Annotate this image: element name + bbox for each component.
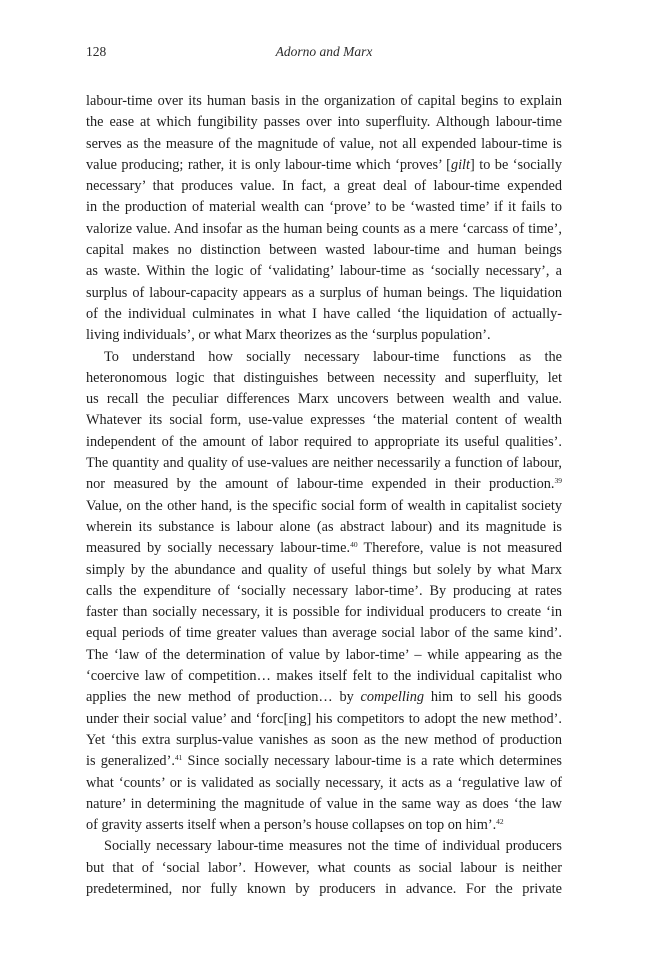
text-line: nor measured by the amount of labour-time expended in their production.$^{39}$ xyxy=(86,476,562,493)
text-line: living individuals’, or what Marx theorizes as the ‘surplus population’. xyxy=(86,327,491,344)
text-line: valorize value. And insofar as the human being counts as a mere ‘carcass of time’, xyxy=(86,220,562,237)
text-line: To understand how socially necessary labour-time functions as the xyxy=(104,348,562,365)
text-line: Yet ‘this extra surplus-value vanishes as soon as the new method of production xyxy=(86,731,562,748)
text-line: ‘coercive law of competition… makes itself felt to the individual capitalist who xyxy=(86,668,562,685)
text-line: the ease at which fungibility passes over into superfluity. Although labour-time xyxy=(86,114,562,131)
italic-term: gilt xyxy=(450,156,471,173)
text-line: under their social value’ and ‘forc[ing] his competitors to adopt the new method’. xyxy=(86,710,562,727)
body-text xyxy=(86,91,562,900)
text-line: Socially necessary labour-time measures not the time of individual producers xyxy=(104,838,562,855)
italic-term: compelling xyxy=(360,689,425,706)
text-line: us recall the peculiar differences Marx uncovers between wealth and value. xyxy=(86,391,562,408)
footnote-ref: 40 xyxy=(350,540,358,550)
text-line: nature’ in determining the magnitude of value in the same way as does ‘the law xyxy=(86,795,562,812)
text-line: of the individual culminates in what I have called ‘the liquidation of actually- xyxy=(86,305,562,322)
text-line: in the production of material wealth can ‘prove’ to be ‘wasted time’ if it fails to xyxy=(86,199,562,216)
paragraph xyxy=(86,347,562,837)
text-line: The ‘law of the determination of value by labor-time’ – while appearing as the xyxy=(86,646,562,663)
footnote-ref: 42 xyxy=(496,817,504,827)
text-line: independent of the amount of labor required to appropriate its useful qualities’. xyxy=(86,433,562,450)
text-line: faster than socially necessary, it is possible for individual producers to create ‘in xyxy=(86,604,562,621)
text-line: simply by the abundance and quality of useful things but solely by what Marx xyxy=(86,561,562,578)
paragraph xyxy=(86,836,562,900)
text-line: what ‘counts’ or is validated as socially necessary, it acts as a ‘regulative law of xyxy=(86,774,562,791)
text-line: necessary’ that produces value. In fact, a great deal of labour-time expended xyxy=(86,178,562,195)
text-line: serves as the measure of the magnitude of value, not all expended labour-time is xyxy=(86,135,562,152)
footnote-ref: 39 xyxy=(554,476,562,486)
page-header xyxy=(86,44,562,64)
text-line: labour-time over its human basis in the organization of capital begins to explain xyxy=(86,93,562,109)
text-line: value producing; rather, it is only labour-time which ‘proves’ [gilt] to be ‘socially xyxy=(86,156,562,173)
paragraph xyxy=(86,91,562,347)
text-line: predetermined, nor fully known by producers in advance. For the private xyxy=(86,880,562,897)
text-line: but that of ‘social labor’. However, what counts as social labour is neither xyxy=(86,859,562,876)
text-line: surplus of labour-capacity appears as a surplus of human beings. The liquidation xyxy=(86,284,562,301)
text-line: measured by socially necessary labour-time.$^{40}$ Therefore, value is not measured xyxy=(86,540,562,557)
text-line: Value, on the other hand, is the specific social form of wealth in capitalist society xyxy=(86,497,562,514)
footnote-ref: 41 xyxy=(174,753,183,763)
running-head: Adorno and Marx xyxy=(275,44,373,59)
text-line: capital makes no distinction between wasted labour-time and human beings xyxy=(86,242,562,259)
text-line: as waste. Within the logic of ‘validating’ labour-time as ‘socially necessary’, a xyxy=(86,263,562,280)
text-line: The quantity and quality of use-values are neither necessarily a function of labour, xyxy=(86,455,562,472)
page-number: 128 xyxy=(86,44,107,59)
text-line: heteronomous logic that distinguishes between necessity and superfluity, let xyxy=(86,369,562,386)
text-line: calls the expenditure of ‘socially necessary labor-time’. By producing at rates xyxy=(86,582,562,599)
text-line: is generalized’.$^{41}$ Since socially necessary labour-time is a rate which determines xyxy=(86,753,562,770)
text-line: applies the new method of production… by compelling him to sell his goods xyxy=(86,689,562,706)
text-line: equal periods of time greater values than average social labor of the same kind’. xyxy=(86,625,562,642)
text-line: wherein its substance is labour alone (as abstract labour) and its magnitude is xyxy=(86,518,562,535)
text-line: Whatever its social form, use-value expresses ‘the material content of wealth xyxy=(86,412,562,429)
text-line: of gravity asserts itself when a person’s house collapses on top on him’.$^{42}$ xyxy=(86,817,504,834)
